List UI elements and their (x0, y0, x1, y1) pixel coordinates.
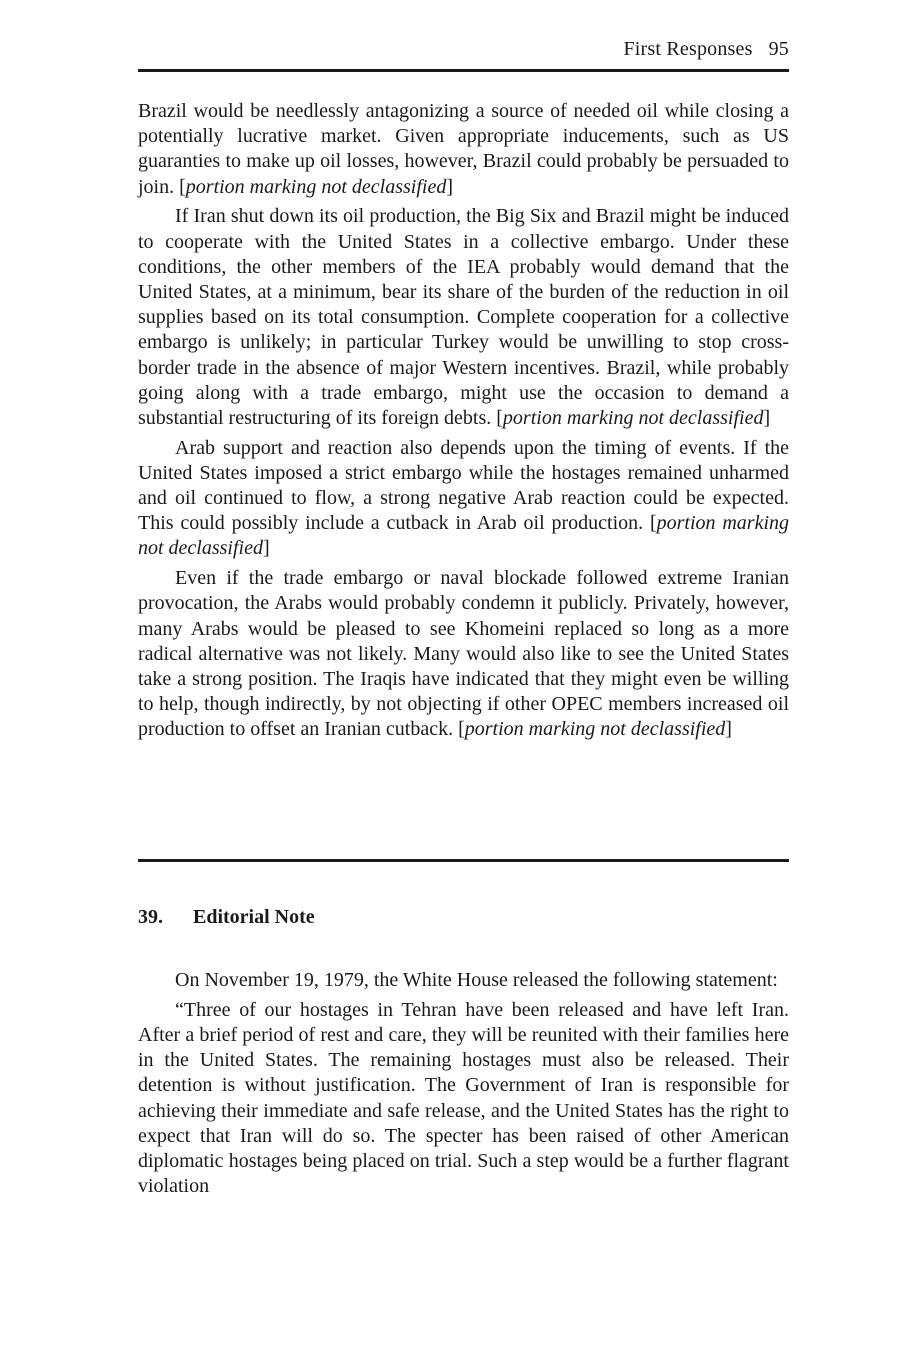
portion-marking: portion marking not declassified (185, 175, 447, 198)
bracket-close: ] (763, 406, 771, 429)
paragraph-3 (138, 436, 789, 562)
document-title: Editorial Note (193, 906, 315, 928)
document-heading (138, 906, 315, 929)
page-number: 95 (768, 38, 789, 60)
paragraph-1 (138, 99, 789, 200)
paragraph-2 (138, 204, 789, 431)
section-rule (138, 859, 789, 862)
paragraph-text: Brazil would be needlessly antagonizing a source of needed oil while closing a potentially lucrative market. Given appropriate inducements, such as US guaranties to make up oil losses, however, Brazil could probably be persuaded to join. [ (138, 100, 789, 198)
document-number: 39. (138, 906, 163, 928)
bracket-close: ] (262, 537, 270, 560)
paragraph-4 (138, 566, 789, 742)
portion-marking: portion marking not declassified (464, 718, 726, 741)
bracket-close: ] (446, 175, 453, 198)
paragraph-text: Even if the trade embargo or naval blockade followed extreme Iranian provocation, the Arabs would probably condemn it publicly. Privately, however, many Arabs would be pleased to see Khomeini replaced so long as a more radical alternative was not likely. Many would also like to see the United States take a strong position. The Iraqis have indicated that they might even be willing to help, though indirectly, by not objecting if other OPEC members increased oil production to offset an Iranian cutback. [ (138, 567, 789, 741)
portion-marking: portion marking not declassified (502, 406, 764, 429)
bracket-close: ] (725, 718, 732, 741)
running-head (623, 38, 789, 61)
running-head-title: First Responses (623, 38, 753, 60)
document-paragraph-1: On November 19, 1979, the White House released the following statement: (175, 969, 778, 991)
header-rule (138, 69, 789, 72)
document-text (138, 968, 789, 1204)
portion-marking: portion marking not declassified (138, 512, 789, 560)
document-paragraph-2: “Three of our hostages in Tehran have been released and have left Iran. After a brief period of rest and care, they will be reunited with their families here in the United States. The remaining hostages must also be released. Their detention is without justification. The Government of Iran is responsible for achieving their immediate and safe release, and the United States has the right to expect that Iran will do so. The specter has been raised of other American diplomatic hostages being placed on trial. Such a step would be a further flagrant violation (138, 998, 789, 1198)
body-text (138, 99, 789, 747)
paragraph-text: If Iran shut down its oil production, the Big Six and Brazil might be induced to cooperate with the United States in a collective embargo. Under these conditions, the other members of the IEA probably would demand that the United States, at a minimum, bear its share of the burden of the reduction in oil supplies based on its total consumption. Complete cooperation for a collective embargo is unlikely; in particular Turkey would be unwilling to stop cross-border trade in the absence of major Western incentives. Brazil, while probably going along with a trade embargo, might use the occasion to demand a substantial restructuring of its foreign debts. [ (138, 205, 789, 429)
paragraph-text: Arab support and reaction also depends upon the timing of events. If the United States imposed a strict embargo while the hostages remained unharmed and oil continued to flow, a strong negative Arab reaction could be expected. This could possibly include a cutback in Arab oil production. [ (138, 436, 789, 535)
